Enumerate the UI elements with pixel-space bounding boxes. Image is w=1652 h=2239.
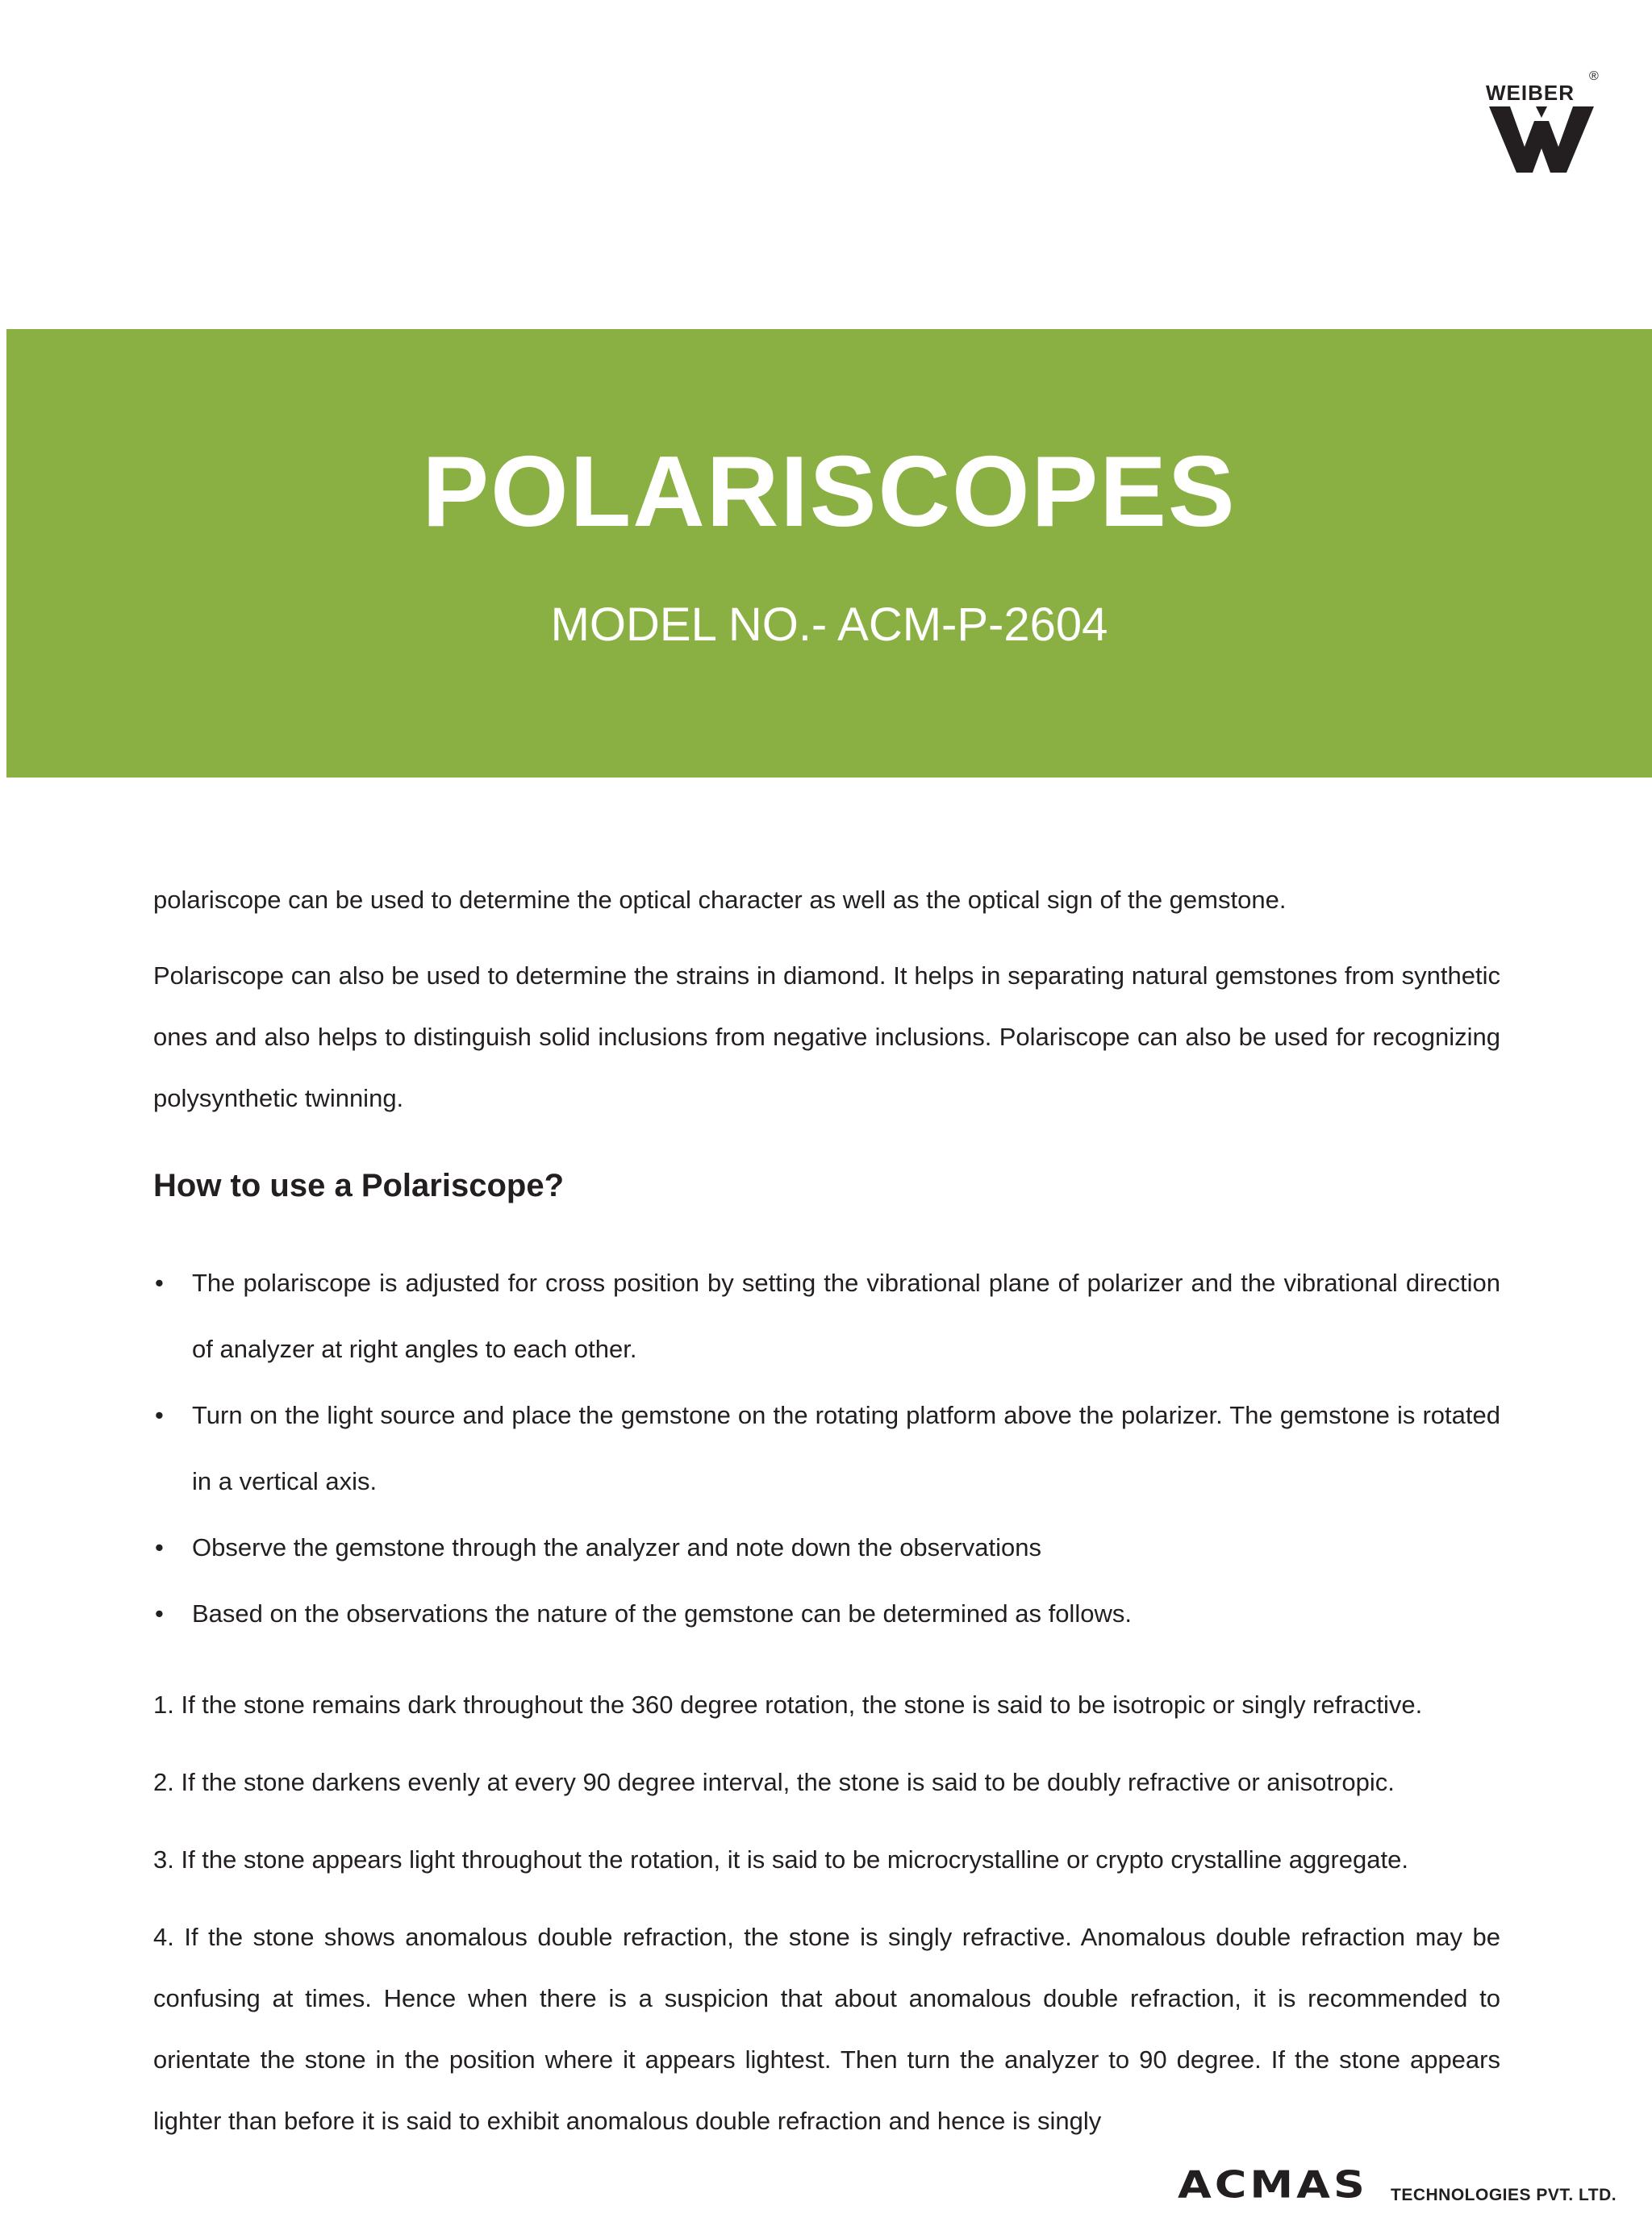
model-number: MODEL NO.- ACM-P-2604 xyxy=(550,598,1108,651)
acmas-tagline: TECHNOLOGIES PVT. LTD. xyxy=(1391,2186,1617,2204)
weiber-brand-text: WEIBER xyxy=(1486,81,1575,105)
list-item: • The polariscope is adjusted for cross position by setting the vibrational plane of polarizer and the vibrational direction of analyzer at right angles to each other. xyxy=(153,1250,1500,1382)
intro-paragraph-1: polariscope can be used to determine the optical character as well as the optical sign of the gemstone. xyxy=(153,886,1287,914)
how-to-list xyxy=(153,1250,1500,1647)
result-item: 1. If the stone remains dark throughout the 360 degree rotation, the stone is said to be isotropic or singly refractive. xyxy=(153,1691,1423,1719)
result-item: 3. If the stone appears light throughout the rotation, it is said to be microcrystalline or crypto crystalline aggregate. xyxy=(153,1845,1408,1874)
weiber-w-icon xyxy=(1489,106,1594,173)
bullet-icon: • xyxy=(155,1599,164,1628)
result-item: 4. If the stone shows anomalous double refraction, the stone is singly refractive. Anomalous double refraction may be confusing at times. Hence when there is a suspicion that about anomalous double refraction, it is recommended to orientate the stone in the position where it appears lightest. Then turn the analyzer to 90 degree. If the stone appears lighter than before it is said to exhibit anomalous double refraction and hence is singly xyxy=(153,1923,1500,2135)
registered-mark: ® xyxy=(1589,69,1599,83)
bullet-icon: • xyxy=(155,1533,164,1561)
list-item: • Turn on the light source and place the gemstone on the rotating platform above the polarizer. The gemstone is rotated in a vertical axis. xyxy=(153,1382,1500,1515)
bullet-icon: • xyxy=(155,1269,164,1297)
weiber-logo xyxy=(1468,65,1613,186)
title-banner xyxy=(6,329,1652,778)
intro-paragraph-2: Polariscope can also be used to determine the strains in diamond. It helps in separating natural gemstones from synthetic ones and also helps to distinguish solid inclusions from negative inclusions. Polariscope can also be used for recognizing polysynthetic twinning. xyxy=(153,961,1500,1112)
list-item: • Observe the gemstone through the analyzer and note down the observations xyxy=(153,1515,1500,1581)
intro-section xyxy=(153,869,1500,1129)
result-item: 2. If the stone darkens evenly at every 90 degree interval, the stone is said to be doubly refractive or anisotropic. xyxy=(153,1768,1395,1796)
page-title: POLARISCOPES xyxy=(422,436,1237,548)
bullet-icon: • xyxy=(155,1401,164,1429)
results-list xyxy=(153,1674,1500,2168)
list-item: • Based on the observations the nature of the gemstone can be determined as follows. xyxy=(153,1581,1500,1647)
acmas-logo xyxy=(1178,2162,1629,2215)
section-heading: How to use a Polariscope? xyxy=(153,1168,565,1203)
acmas-brand-text: ACMAS xyxy=(1178,2162,1368,2207)
